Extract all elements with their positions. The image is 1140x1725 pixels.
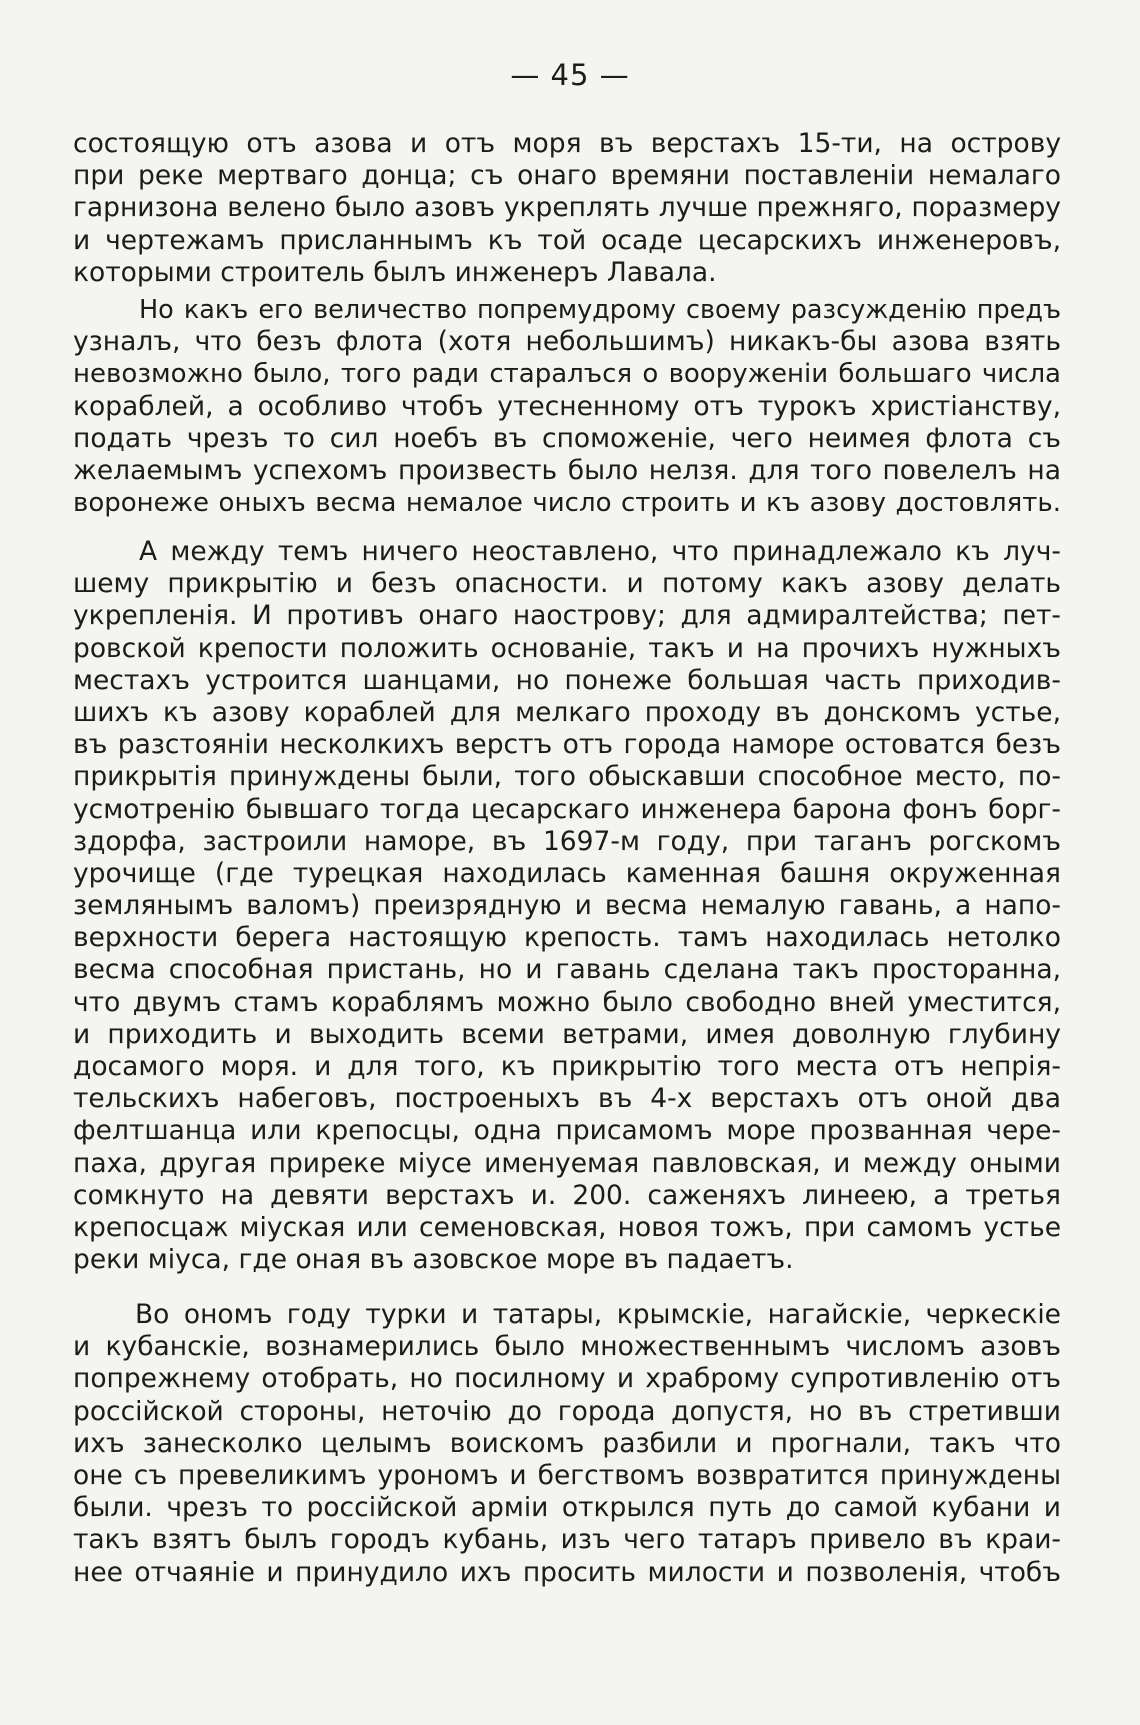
- text-line: желаемымъ успехомъ произвесть было нелзя. для того повелелъ на: [73, 454, 1061, 486]
- text-line: досамого моря. и для того, къ прикрытію того места отъ непрія-: [73, 1051, 1061, 1082]
- text-line: воронеже оныхъ весма немалое число строить и къ азову достовлять.: [73, 488, 1061, 519]
- text-line: Во ономъ году турки и татары, крымскіе, нагайскіе, черкескіе: [135, 1299, 1061, 1330]
- text-line: которыми строитель былъ инженеръ Лавала.: [73, 256, 717, 288]
- text-line: реки міуса, где оная въ азовское море въ падаетъ.: [73, 1244, 794, 1276]
- paragraph-2: [73, 294, 1061, 519]
- text-line: ровской крепости положить основаніе, такъ и на прочихъ нужныхъ: [73, 632, 1061, 664]
- text-line: подать чрезъ то сил ноебъ въ споможеніе, чего неимея флота съ: [73, 422, 1061, 454]
- text-line: нее отчаяніе и принудило ихъ просить милости и позволенія, чтобъ: [73, 1556, 1061, 1588]
- text-line: попрежнему отобрать, но посилному и храброму супротивленію отъ: [73, 1363, 1061, 1395]
- text-line: узналъ, что безъ флота (хотя небольшимъ) никакъ-бы азова взять: [73, 326, 1061, 358]
- text-line: здорфа, застроили наморе, въ 1697-м году, при таганъ рогскомъ: [73, 825, 1061, 857]
- text-line: фелтшанца или крепосцы, одна присамомъ море прозванная чере-: [73, 1115, 1061, 1147]
- paragraph-4: [73, 1299, 1061, 1589]
- text-line: оне съ превеликимъ урономъ и бегствомъ возвратится принуждены: [73, 1459, 1061, 1491]
- text-line: состоящую отъ азова и отъ моря въ верстахъ 15-ти, на острову: [73, 128, 1061, 159]
- text-line: шихъ къ азову кораблей для мелкаго проходу въ донскомъ устье,: [73, 696, 1061, 728]
- text-line: сомкнуто на девяти верстахъ и. 200. саженяхъ линеею, а третья: [73, 1179, 1061, 1211]
- text-line: Но какъ его величество попремудрому своему разсужденію предъ: [139, 295, 1061, 325]
- text-line: что двумъ стамъ кораблямъ можно было свободно вней уместится,: [73, 986, 1061, 1018]
- paragraph-1: [73, 128, 1061, 289]
- text-line: и кубанскіе, вознамерились было множественнымъ числомъ азовъ: [73, 1331, 1061, 1363]
- text-line: были. чрезъ то россійской арміи открылся путь до самой кубани и: [73, 1492, 1061, 1524]
- text-line: шему прикрытію и безъ опасности. и потому какъ азову делать: [73, 568, 1061, 600]
- text-line: гарнизона велено было азовъ укреплять лучше прежняго, поразмеру: [73, 192, 1061, 224]
- text-line: и приходить и выходить всеми ветрами, имея доволную глубину: [73, 1018, 1061, 1050]
- text-line: верхности берега настоящую крепость. тамъ находилась нетолко: [73, 922, 1061, 954]
- text-line: весма способная пристань, но и гавань сделана такъ просторанна,: [73, 954, 1061, 986]
- text-line: кораблей, а особливо чтобъ утесненному отъ турокъ христіанству,: [73, 390, 1061, 422]
- text-line: въ разстояніи несколкихъ верстъ отъ города наморе остоватся безъ: [73, 729, 1061, 761]
- text-line: урочище (где турецкая находилась каменная башня окруженная: [73, 857, 1061, 889]
- text-line: и чертежамъ присланнымъ къ той осаде цесарскихъ инженеровъ,: [73, 224, 1061, 256]
- text-line: россійской стороны, неточію до города допустя, но въ стретивши: [73, 1395, 1061, 1427]
- text-line: такъ взятъ былъ городъ кубань, изъ чего татаръ привело въ краи-: [73, 1524, 1061, 1556]
- text-line: землянымъ валомъ) преизрядную и весма немалую гавань, а напо-: [73, 890, 1061, 922]
- text-line: укрепленія. И противъ онаго наострову; для адмиралтейства; пет-: [73, 600, 1061, 632]
- text-line: крепосцаж міуская или семеновская, новоя тожъ, при самомъ устье: [73, 1211, 1061, 1243]
- text-line: невозможно было, того ради старалъся о вооруженіи большаго числа: [73, 359, 1061, 390]
- text-line: усмотренію бывшаго тогда цесарскаго инженера барона фонъ борг-: [73, 793, 1061, 825]
- page-number: — 45 —: [510, 58, 630, 92]
- text-line: при реке мертваго донца; съ онаго времяни поставленіи немалаго: [73, 160, 1061, 192]
- paragraph-3: [73, 536, 1061, 1276]
- text-line: тельскихъ набеговъ, построеныхъ въ 4-х верстахъ отъ оной два: [73, 1083, 1061, 1115]
- text-line: ихъ занесколко целымъ воискомъ разбили и прогнали, такъ что: [73, 1427, 1061, 1459]
- text-line: паха, другая прирeке міусе именуемая павловская, и между оными: [73, 1147, 1061, 1179]
- text-line: А между темъ ничего неоставлено, что принадлежало къ луч-: [139, 536, 1061, 567]
- text-line: местахъ устроится шанцами, но понеже большая часть приходив-: [73, 664, 1061, 696]
- text-line: прикрытія принуждены были, того обыскавши способное место, по-: [73, 761, 1061, 793]
